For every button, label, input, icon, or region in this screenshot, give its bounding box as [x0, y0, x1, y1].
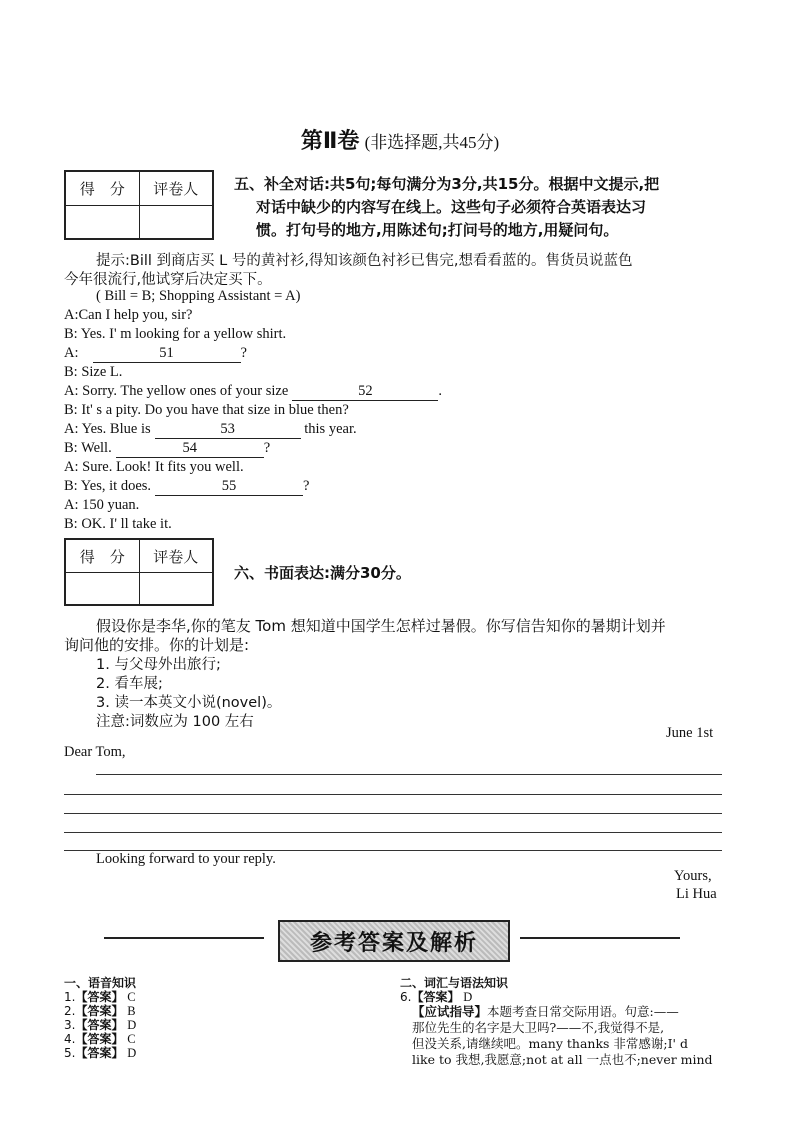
answer-num: 4. — [64, 1032, 76, 1046]
hint-line-2: 今年很流行,他试穿后决定买下。 — [64, 272, 272, 288]
answer-num: 5. — [64, 1046, 76, 1060]
word-count-note: 注意:词数应为 100 左右 — [96, 714, 254, 730]
dialogue-text: B: OK. I' ll take it. — [64, 516, 172, 532]
answer-value: C — [127, 990, 136, 1004]
dialogue-punct: . — [438, 383, 442, 399]
answer-tag: 【答案】 — [75, 1018, 124, 1032]
answer-row — [400, 990, 472, 1004]
dialogue-line — [64, 402, 349, 419]
answer-tag: 【答案】 — [75, 1032, 124, 1046]
grader-label: 评卷人 — [139, 172, 213, 206]
plan-item: 3. 读一本英文小说(novel)。 — [96, 695, 282, 711]
dialogue-line — [64, 421, 357, 439]
dialogue-line — [64, 326, 286, 343]
dialogue-text: B: Well. — [64, 440, 112, 456]
answer-value: D — [127, 1046, 137, 1060]
dialogue-punct: ? — [240, 345, 247, 361]
letter-signature: Li Hua — [676, 886, 717, 902]
dialogue-text: A: Sorry. The yellow ones of your size — [64, 383, 289, 399]
banner-rule-left — [104, 937, 264, 939]
prompt-line-2: 询问他的安排。你的计划是: — [64, 636, 250, 654]
answer-tag: 【答案】 — [75, 990, 124, 1004]
part-title — [0, 124, 800, 155]
guide-text: 本题考查日常交际用语。句意:—— — [487, 1004, 679, 1019]
dialogue-line — [64, 516, 172, 533]
guide-line-3: 但没关系,请继续吧。many thanks 非常感谢;I' d — [412, 1036, 688, 1051]
letter-closing-line: Looking forward to your reply. — [96, 851, 276, 867]
answer-value: D — [127, 1018, 137, 1032]
score-label: 得 分 — [66, 540, 140, 573]
part-title-sub: (非选择题,共45分) — [364, 133, 500, 152]
score-cell[interactable] — [66, 206, 140, 239]
dialogue-text: A: Sure. Look! It fits you well. — [64, 459, 244, 475]
section5-heading-3: 惯。打句号的地方,用陈述句;打问号的地方,用疑问句。 — [256, 221, 619, 239]
guide-line-2: 那位先生的名字是大卫吗?——不,我觉得不是, — [412, 1020, 665, 1035]
answer-num: 1. — [64, 990, 76, 1004]
dialogue-line — [64, 459, 244, 476]
letter-date: June 1st — [666, 725, 714, 741]
dialogue-line — [64, 497, 139, 514]
answers-left-heading: 一、语音知识 — [64, 976, 137, 990]
score-label: 得 分 — [66, 172, 140, 206]
answer-value: B — [127, 1004, 136, 1018]
writing-line[interactable] — [64, 794, 722, 795]
dialogue-line — [64, 383, 442, 401]
blank-52[interactable]: 52 — [292, 383, 438, 401]
answer-row — [64, 1004, 136, 1018]
answer-num: 2. — [64, 1004, 76, 1018]
blank-54[interactable]: 54 — [116, 440, 264, 458]
answer-row — [64, 1018, 136, 1032]
dialogue-text: B: Yes. I' m looking for a yellow shirt. — [64, 326, 287, 342]
answer-row — [64, 1032, 136, 1046]
section5-heading-2: 对话中缺少的内容写在线上。这些句子必须符合英语表达习 — [256, 198, 647, 216]
score-cell[interactable] — [66, 573, 140, 605]
dialogue-punct: ? — [263, 440, 271, 456]
dialogue-text: B: Yes, it does. — [64, 478, 152, 494]
answer-tag: 【答案】 — [75, 1046, 124, 1060]
answer-row — [64, 1046, 136, 1060]
dialogue-text: A:Can I help you, sir? — [64, 307, 193, 323]
dialogue-punct: ? — [303, 478, 310, 494]
plan-item: 1. 与父母外出旅行; — [96, 657, 221, 673]
dialogue-line — [64, 307, 192, 324]
guide-line-1 — [412, 1004, 679, 1020]
answer-num: 6. — [400, 990, 412, 1004]
answers-right-heading: 二、词汇与语法知识 — [400, 976, 509, 990]
guide-tag: 【应试指导】 — [412, 1004, 488, 1019]
dialogue-text: A: Yes. Blue is — [64, 421, 151, 437]
grader-label: 评卷人 — [139, 540, 213, 573]
prompt-line-1: 假设你是李华,你的笔友 Tom 想知道中国学生怎样过暑假。你写信告知你的暑期计划并 — [96, 617, 666, 635]
dialogue-punct: this year. — [304, 421, 357, 437]
writing-line[interactable] — [96, 774, 722, 775]
part-title-main: 第Ⅱ卷 — [300, 129, 360, 154]
blank-53[interactable]: 53 — [155, 421, 301, 439]
answer-tag: 【答案】 — [411, 990, 460, 1004]
answer-value: C — [127, 1032, 136, 1046]
guide-line-4: like to 我想,我愿意;not at all 一点也不;never mind — [412, 1052, 713, 1067]
writing-line[interactable] — [64, 813, 722, 814]
score-box-section6 — [64, 538, 214, 606]
plan-item: 2. 看车展; — [96, 676, 163, 692]
dialogue-line — [64, 345, 247, 363]
score-box-section5 — [64, 170, 214, 240]
blank-55[interactable]: 55 — [155, 478, 303, 496]
answer-tag: 【答案】 — [75, 1004, 124, 1018]
section6-heading: 六、书面表达:满分30分。 — [234, 564, 411, 582]
dialogue-line — [64, 478, 309, 496]
section5-heading-1: 五、补全对话:共5句;每句满分为3分,共15分。根据中文提示,把 — [234, 175, 660, 193]
answers-banner-text: 参考答案及解析 — [309, 930, 478, 956]
writing-line[interactable] — [64, 832, 722, 833]
answer-value: D — [463, 990, 473, 1004]
dialogue-text: B: It' s a pity. Do you have that size in blue then? — [64, 402, 349, 418]
blank-51[interactable]: 51 — [93, 345, 241, 363]
answer-num: 3. — [64, 1018, 76, 1032]
dialogue-text: A: 150 yuan. — [64, 497, 140, 513]
letter-salutation: Dear Tom, — [64, 744, 126, 760]
answer-row — [64, 990, 136, 1004]
dialogue-text: A: — [64, 345, 79, 361]
hint-line-1: 提示:Bill 到商店买 L 号的黄衬衫,得知该颜色衬衫已售完,想看看蓝的。售货员说蓝色 — [96, 253, 633, 269]
roles-note: ( Bill = B; Shopping Assistant = A) — [96, 288, 301, 304]
dialogue-text: B: Size L. — [64, 364, 123, 380]
banner-rule-right — [520, 937, 680, 939]
letter-sign-off: Yours, — [674, 868, 712, 884]
grader-cell[interactable] — [139, 206, 213, 239]
dialogue-line — [64, 364, 122, 381]
answers-banner — [278, 920, 510, 962]
grader-cell[interactable] — [139, 573, 213, 605]
dialogue-line — [64, 440, 270, 458]
